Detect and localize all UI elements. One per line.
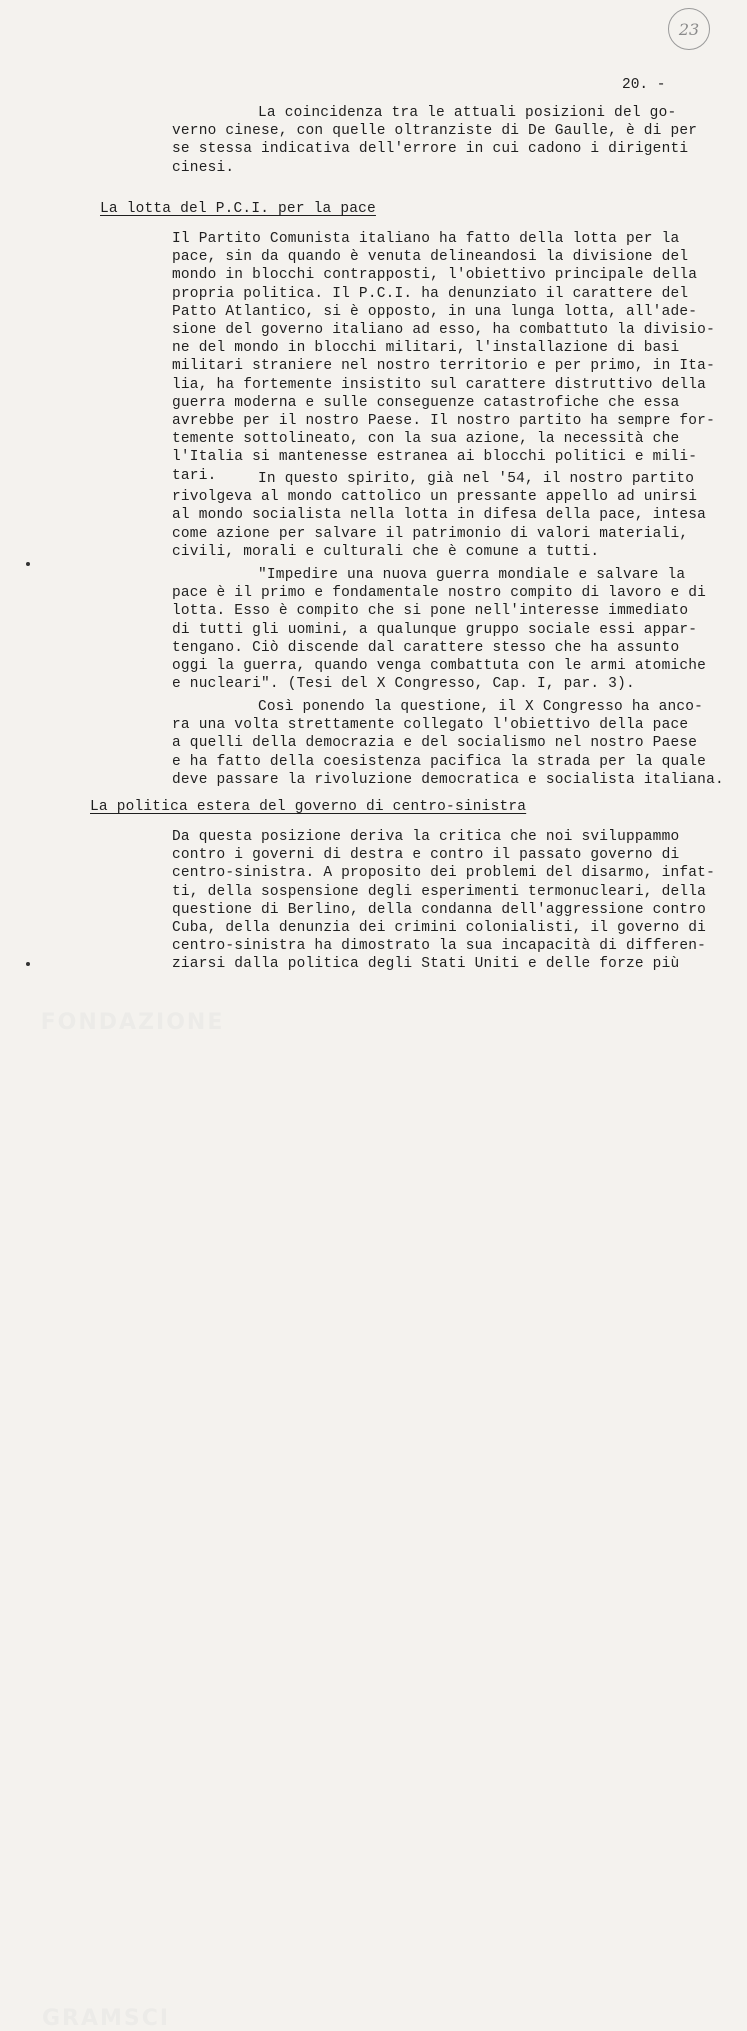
text-line: questione di Berlino, della condanna dell'aggressione contro [172,901,707,918]
text-line: guerra moderna e sulle conseguenze catastrofiche che essa [172,394,680,411]
text-line: militari straniere nel nostro territorio e per primo, in Ita- [172,358,715,375]
text-line: oggi la guerra, quando venga combattuta con le armi atomiche [172,658,707,674]
margin-mark [26,962,30,966]
text-line: come azione per salvare il patrimonio di valori materiali, [172,525,689,542]
text-line: centro-sinistra ha dimostrato la sua incapacità di differen- [172,938,707,955]
text-line: centro-sinistra. A proposito dei problemi del disarmo, infat- [172,865,715,882]
section-heading-foreign-policy: La politica estera del governo di centro-sinistra [90,799,527,815]
text-line: sione del governo italiano ad esso, ha combattuto la divisio- [172,322,715,338]
page-number: 20. - [622,77,666,93]
text-line: a quelli della democrazia e del socialismo nel nostro Paese [172,735,698,752]
text-line: e nucleari". (Tesi del X Congresso, Cap. I, par. 3). [172,676,635,693]
text-line: deve passare la rivoluzione democratica e socialista italiana. [172,771,724,788]
text-line: di tutti gli uomini, a qualunque gruppo sociale essi appar- [172,621,698,638]
text-line: avrebbe per il nostro Paese. Il nostro partito ha sempre for- [172,413,715,429]
text-line: pace è il primo e fondamentale nostro compito di lavoro e di [172,585,707,602]
section-heading-pci-peace: La lotta del P.C.I. per la pace [100,201,376,217]
text-line: "Impedire una nuova guerra mondiale e salvare la [258,567,686,583]
text-line: contro i governi di destra e contro il passato governo di [172,847,680,864]
text-line: Da questa posizione deriva la critica che noi sviluppammo [172,829,680,845]
text-line: pace, sin da quando è venuta delineandosi la divisione del [172,249,689,266]
text-line: ra una volta strettamente collegato l'obiettivo della pace [172,717,689,734]
text-line: La coincidenza tra le attuali posizioni del go- [258,105,677,121]
text-line: tari. [172,467,217,484]
text-line: rivolgeva al mondo cattolico un pressante appello ad unirsi [172,489,698,506]
text-line: ne del mondo in blocchi militari, l'installazione di basi [172,340,680,357]
archive-stamp: 23 [668,8,710,50]
text-line: lotta. Esso è compito che si pone nell'interesse immediato [172,603,689,620]
text-line: civili, morali e culturali che è comune a tutti. [172,543,600,560]
text-line: verno cinese, con quelle oltranziste di De Gaulle, è di per [172,123,698,140]
text-line: propria politica. Il P.C.I. ha denunziato il carattere del [172,285,689,302]
text-line: ziarsi dalla politica degli Stati Uniti e delle forze più [172,956,680,973]
text-line: In questo spirito, già nel '54, il nostro partito [258,471,695,487]
watermark-line2: GRAMSCI [42,2006,171,2031]
text-line: lia, ha fortemente insistito sul carattere distruttivo della [172,376,707,393]
text-line: e ha fatto della coesistenza pacifica la strada per la quale [172,753,707,770]
text-line: Il Partito Comunista italiano ha fatto della lotta per la [172,231,680,247]
watermark [2,990,225,2031]
text-line: cinesi. [172,159,235,176]
text-line: Così ponendo la questione, il X Congresso ha anco- [258,699,704,715]
margin-mark [26,562,30,566]
text-line: al mondo socialista nella lotta in difesa della pace, intesa [172,507,707,524]
text-line: ti, della sospensione degli esperimenti termonucleari, della [172,883,707,900]
text-line: tengano. Ciò discende dal carattere stesso che ha assunto [172,639,680,656]
text-line: temente sottolineato, con la sua azione, la necessità che [172,431,680,448]
text-line: l'Italia si mantenesse estranea ai blocchi politici e mili- [172,449,698,466]
text-line: mondo in blocchi contrapposti, l'obiettivo principale della [172,267,698,284]
text-line: Patto Atlantico, si è opposto, in una lunga lotta, all'ade- [172,303,698,320]
text-line: Cuba, della denunzia dei crimini colonialisti, il governo di [172,920,707,936]
watermark-line1: FONDAZIONE [40,1010,225,1035]
text-line: se stessa indicativa dell'errore in cui cadono i dirigenti [172,141,689,158]
